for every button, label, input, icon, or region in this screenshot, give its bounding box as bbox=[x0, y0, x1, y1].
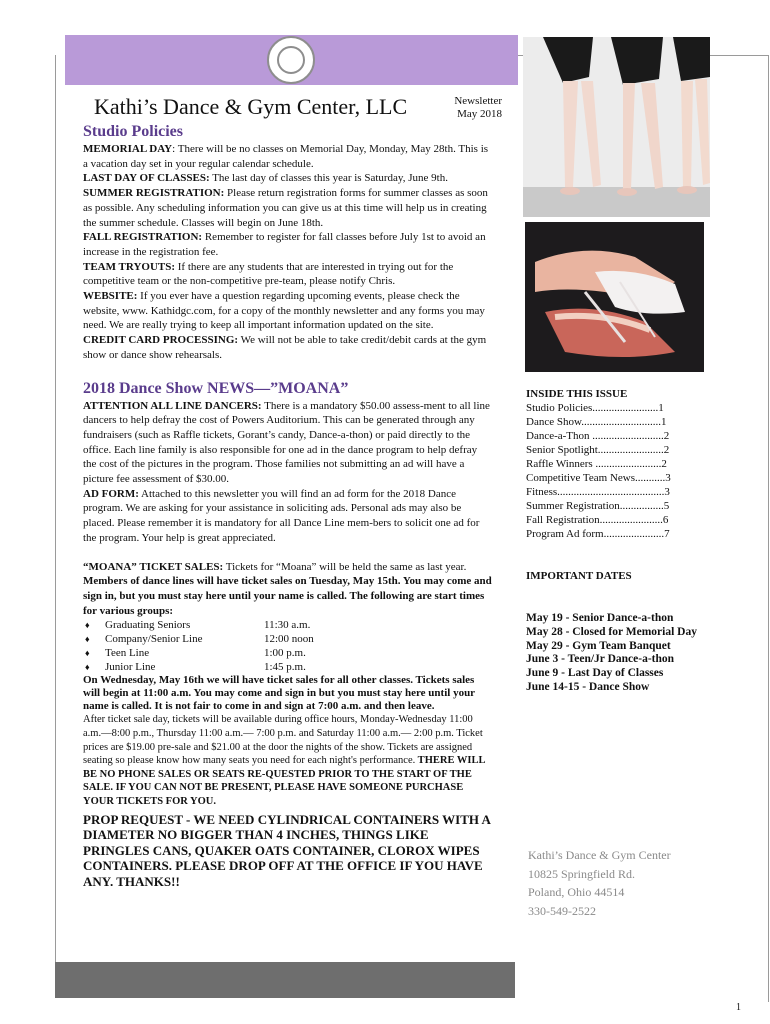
policy-last-day: LAST DAY OF CLASSES: The last day of classes this year is Saturday, June 9th. bbox=[83, 172, 448, 185]
newsletter-date: May 2018 bbox=[457, 108, 502, 120]
group-start-times bbox=[83, 618, 493, 674]
policy-fall-registration: FALL REGISTRATION: Remember to register for fall classes before July 1st to avoid an increase in the registration fee. bbox=[83, 231, 486, 258]
toc-item: Senior Spotlight........................2 bbox=[526, 444, 670, 456]
diamond-bullet-icon: ♦ bbox=[85, 648, 90, 659]
policy-team-tryouts: TEAM TRYOUTS: If there are any students that are interested in trying out for the competitive team or the non-competitive pre-team, please notify Chris. bbox=[83, 260, 454, 288]
newsletter-issue bbox=[432, 95, 502, 121]
list-item: ♦ Company/Senior Line 12:00 noon bbox=[85, 633, 314, 646]
list-item: ♦ Graduating Seniors 11:30 a.m. bbox=[85, 619, 311, 632]
inside-this-issue bbox=[526, 387, 756, 541]
newsletter-label: Newsletter bbox=[454, 95, 502, 107]
prop-request: PROP REQUEST - WE NEED CYLINDRICAL CONTAINERS WITH A DIAMETER NO BIGGER THAN 4 INCHES, THINGS LIKE PRINGLES CANS, QUAKER OATS CONTAINER, CLOROX WIPES CONTAINERS. PLEASE DROP OFF AT THE OFFICE IF YOU HAVE ANY. THANKS!! bbox=[83, 811, 491, 889]
dancers-legs-illustration bbox=[523, 37, 710, 217]
attention-line-dancers: ATTENTION ALL LINE DANCERS: There is a mandatory $50.00 assess-ment to all line dancers to help defray the cost of Powers Auditorium. This can be generated through any fundraisers (such as Raffle tickets, Gorant’s candy, Dance-a-thon) or paid directly to the office. Each line family is also responsible for one ad in the dance program to help defray the cost of the pictures in the program. Those families not submitting an ad will have a picture fee assessment of $30.00. bbox=[83, 399, 490, 486]
page-number: 1 bbox=[736, 1002, 741, 1013]
ticket-sales-paragraph: “MOANA” TICKET SALES: Tickets for “Moana” will be held the same as last year. bbox=[83, 560, 467, 573]
toc-item: Dance Show.............................1 bbox=[526, 416, 667, 428]
policy-credit-card: CREDIT CARD PROCESSING: We will not be able to take credit/debit cards at the gym show or dance show rehearsals. bbox=[83, 334, 487, 361]
diamond-bullet-icon: ♦ bbox=[85, 634, 90, 645]
toc-item: Raffle Winners ........................2 bbox=[526, 458, 667, 470]
page-frame-left-rule bbox=[55, 55, 56, 985]
dancers-photo bbox=[523, 37, 710, 217]
date-item: May 29 - Gym Team Banquet bbox=[526, 639, 671, 652]
pointe-shoe-illustration bbox=[525, 222, 704, 372]
address-street: 10825 Springfield Rd. bbox=[528, 866, 635, 881]
policy-memorial-day: MEMORIAL DAY: There will be no classes on Memorial Day, Monday, May 28th. This is a vacation day set in your regular calendar schedule. bbox=[83, 143, 489, 170]
studio-policies-heading: Studio Policies bbox=[83, 123, 184, 140]
members-ticket-sales: Members of dance lines will have ticket sales on Tuesday, May 15th. You may come and sign in, but you must stay here until your name is called. The following are start times for various groups: bbox=[83, 575, 492, 617]
diamond-bullet-icon: ♦ bbox=[85, 662, 90, 673]
toc-item: Program Ad form......................7 bbox=[526, 528, 670, 540]
policy-website: WEBSITE: If you ever have a question regarding upcoming events, please check the website, www. Kathidgc.com, for a copy of the monthly newsletter and any forms you may need. We are really trying to keep all important information updated on the site. bbox=[83, 290, 485, 332]
address-city: Poland, Ohio 44514 bbox=[528, 885, 625, 899]
footer-bar bbox=[55, 962, 515, 998]
toc-item: Fall Registration.......................6 bbox=[526, 514, 669, 526]
important-dates-list bbox=[526, 612, 761, 695]
main-column bbox=[83, 122, 493, 889]
pointe-shoe-photo bbox=[525, 222, 704, 372]
dance-show-heading: 2018 Dance Show NEWS—”MOANA” bbox=[83, 379, 349, 397]
company-name: Kathi’s Dance & Gym Center, LLC bbox=[94, 94, 408, 119]
date-item: May 19 - Senior Dance-a-thon bbox=[526, 612, 674, 624]
address-phone: 330-549-2522 bbox=[528, 903, 596, 918]
date-item: June 9 - Last Day of Classes bbox=[526, 667, 664, 680]
wednesday-ticket-sales: On Wednesday, May 16th we will have ticket sales for all other classes. Tickets sales will begin at 11:00 a.m. You may come and sign in but you must stay here until your name is called. It is not fair to come in and sign at 7:00 a.m. and then leave. bbox=[83, 674, 475, 713]
diamond-bullet-icon: ♦ bbox=[85, 620, 90, 631]
after-sale-paragraph: After ticket sale day, tickets will be available during office hours, Monday-Wednesday 11:00 a.m.—8:00 p.m., Thursday 11:00 a.m.— 7:00 p.m. and Saturday 11:00 a.m.— 2:00 p.m. Ticket prices are $19.00 pre-sale and $21.00 at the door the nights of the show. Tickets are assigned seating so please know how many seats you need for each night's performance. THERE WILL BE NO PHONE SALES OR SEATS RE-QUESTED PRIOR TO THE START OF THE SALE. IF YOU CAN NOT BE PRESENT, PLEASE HAVE SOMEONE PURCHASE YOUR TICKETS FOR YOU. bbox=[83, 714, 485, 807]
date-item: June 14-15 - Dance Show bbox=[526, 680, 650, 693]
studio-policies-list bbox=[83, 142, 493, 363]
toc-item: Studio Policies........................1 bbox=[526, 402, 664, 414]
toc-item: Fitness.......................................3 bbox=[526, 486, 670, 498]
policy-summer-registration: SUMMER REGISTRATION: Please return registration forms for summer classes as soon as possible. Any scheduling information you can give us at this time will help us in creating the summer schedule. Classes will begin on June 18th. bbox=[83, 187, 488, 229]
list-item: ♦ Junior Line 1:45 p.m. bbox=[85, 661, 306, 674]
address-name: Kathi’s Dance & Gym Center bbox=[528, 848, 671, 862]
studio-logo bbox=[267, 36, 315, 84]
list-item: ♦ Teen Line 1:00 p.m. bbox=[85, 647, 306, 660]
date-item: June 3 - Teen/Jr Dance-a-thon bbox=[526, 653, 675, 666]
toc-item: Summer Registration................5 bbox=[526, 500, 670, 512]
important-dates-title: IMPORTANT DATES bbox=[526, 570, 632, 582]
ad-form-paragraph: AD FORM: Attached to this newsletter you will find an ad form for the 2018 Dance program. We are asking for your assistance in soliciting ads. Personal ads may also be placed. Please remember it is mandatory for all Dance Line mem-bers to solicit one ad for the program. Your help is great appreciated. bbox=[83, 487, 480, 544]
toc-item: Competitive Team News...........3 bbox=[526, 472, 671, 484]
studio-address bbox=[528, 846, 671, 920]
inside-this-issue-title: INSIDE THIS ISSUE bbox=[526, 388, 628, 400]
toc-item: Dance-a-Thon ..........................2 bbox=[526, 430, 670, 442]
date-item: May 28 - Closed for Memorial Day bbox=[526, 625, 697, 638]
